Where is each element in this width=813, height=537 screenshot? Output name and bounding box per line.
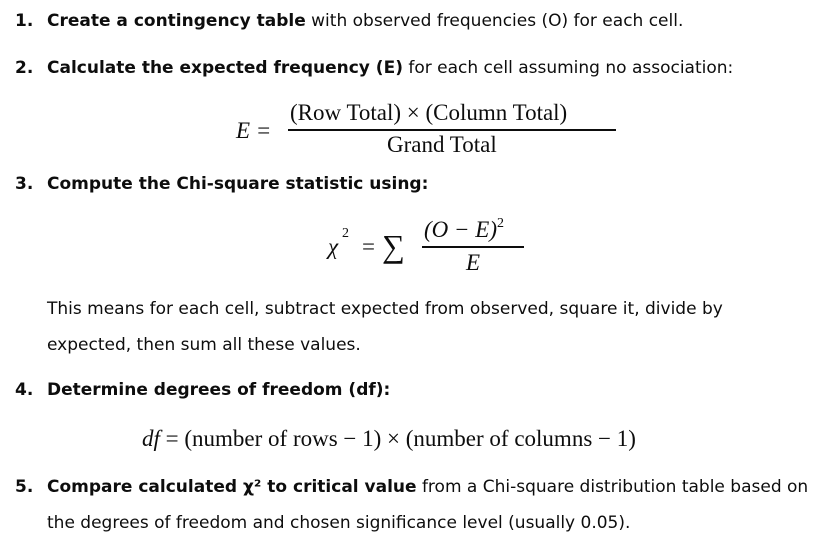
sigma-icon: ∑: [382, 228, 405, 264]
chi-denominator: E: [466, 250, 481, 275]
step-5-rest: from a Chi-square distribution table based on: [416, 477, 809, 497]
formula-expected-lhs-text: E =: [236, 118, 272, 143]
explanation-line-2: expected, then sum all these values.: [47, 335, 361, 355]
step-3-text: [47, 173, 428, 195]
step-4-text: [47, 379, 390, 401]
step-4-bold: Determine degrees of freedom (df):: [47, 380, 391, 400]
formula-chi-square: [326, 214, 546, 284]
step-3-bold: Compute the Chi-square statistic using:: [47, 174, 429, 194]
chi-symbol: χ: [328, 234, 339, 259]
fraction-bar: [422, 246, 524, 248]
df-lhs: df: [142, 426, 160, 451]
step-1-bold: Create a contingency table: [47, 11, 306, 31]
formula-expected-lhs: [236, 118, 271, 144]
step-5-text: [47, 476, 808, 498]
df-rhs: = (number of rows − 1) × (number of columns − 1): [159, 426, 636, 451]
step-3-number: 3.: [15, 174, 34, 194]
formula-expected-numerator: (Row Total) × (Column Total): [290, 100, 568, 125]
formula-expected-frequency: [232, 100, 632, 160]
formula-expected-denominator: Grand Total: [387, 132, 497, 157]
equals-sign: =: [362, 234, 375, 259]
step-5-bold: Compare calculated χ² to critical value: [47, 477, 417, 497]
chi-numerator-text: (O − E): [424, 217, 497, 242]
chi-numerator: [424, 216, 504, 243]
step-4-number: 4.: [15, 380, 34, 400]
step-2-number: 2.: [15, 58, 34, 78]
step-1-rest: with observed frequencies (O) for each cell.: [305, 11, 684, 31]
step-5-number: 5.: [15, 477, 34, 497]
formula-degrees-of-freedom: [142, 426, 742, 452]
step-2-bold: Calculate the expected frequency (E): [47, 58, 403, 78]
chi-exponent: 2: [342, 226, 349, 241]
step-5-line-2: the degrees of freedom and chosen significance level (usually 0.05).: [47, 513, 631, 533]
chi-numerator-exponent: 2: [497, 216, 504, 231]
step-1-text: [47, 10, 683, 32]
step-2-rest: for each cell assuming no association:: [402, 58, 734, 78]
step-2-text: [47, 57, 733, 79]
step-1-number: 1.: [15, 11, 34, 31]
explanation-line-1: This means for each cell, subtract expected from observed, square it, divide by: [47, 299, 723, 319]
fraction-bar: [288, 129, 616, 131]
